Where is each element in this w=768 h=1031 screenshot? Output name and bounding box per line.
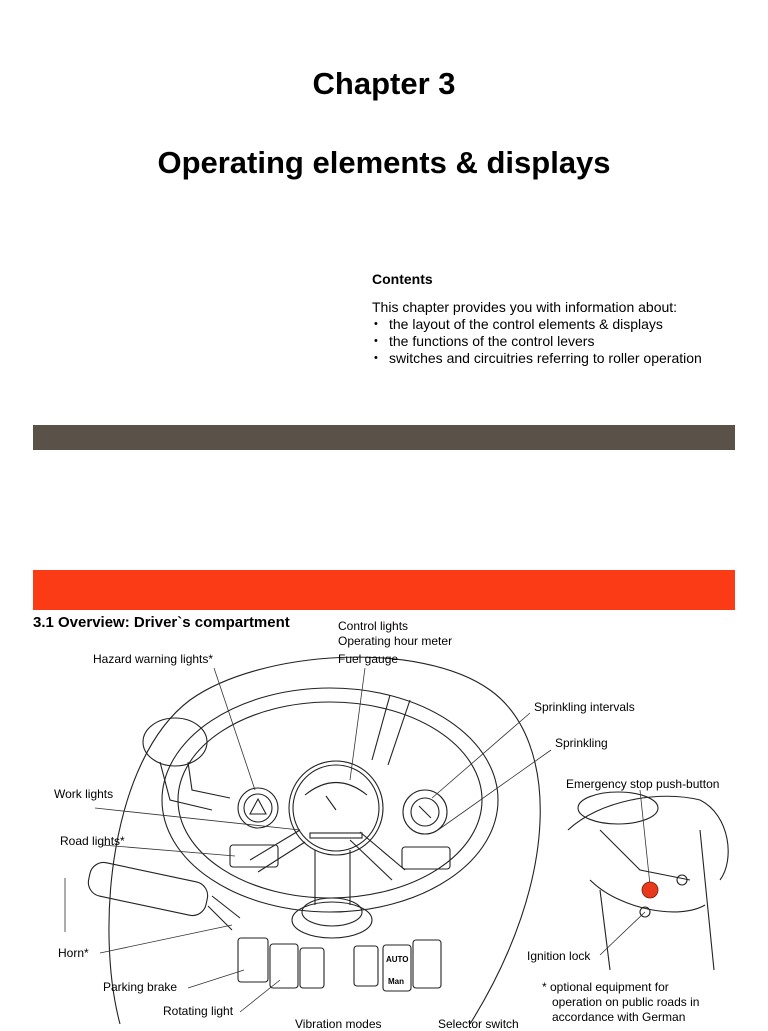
label-control-lights: Control lights (338, 619, 409, 633)
contents-list (372, 316, 702, 367)
emergency-stop-dot (642, 882, 658, 898)
contents-item: • the layout of the control elements & displays (372, 316, 702, 333)
label-selector-switch: Selector switch (438, 1017, 519, 1031)
label-rotating-light: Rotating light (163, 1004, 234, 1018)
footnote (542, 980, 699, 1025)
label-sprinkling-intervals: Sprinkling intervals (534, 700, 635, 714)
label-sprinkling: Sprinkling (555, 736, 608, 750)
label-road-lights: Road lights* (60, 834, 125, 848)
contents-intro: This chapter provides you with information about: (372, 299, 678, 315)
auto-switch-text: AUTO (386, 955, 409, 964)
label-emergency-stop: Emergency stop push-button (566, 777, 720, 791)
label-fuel-gauge: Fuel gauge (338, 652, 399, 666)
label-work-lights: Work lights (54, 787, 114, 801)
divider-band-dark (33, 425, 735, 450)
section-band-red (33, 570, 735, 610)
footnote-line: accordance with German (552, 1010, 686, 1024)
label-operating-hour-meter: Operating hour meter (338, 634, 453, 648)
contents-item: • the functions of the control levers (372, 333, 702, 350)
contents-heading: Contents (372, 271, 433, 287)
drivers-compartment-illustration (0, 610, 768, 1024)
label-horn: Horn* (58, 946, 89, 960)
label-vibration-modes: Vibration modes (295, 1017, 382, 1031)
man-switch-text: Man (388, 977, 404, 986)
chapter-title: Chapter 3 (312, 66, 456, 101)
contents-item: • switches and circuitries referring to roller operation (372, 350, 702, 367)
section-title: 3.1 Overview: Driver`s compartment (33, 614, 290, 631)
footnote-line: operation on public roads in (552, 995, 700, 1009)
label-ignition-lock: Ignition lock (527, 949, 591, 963)
label-hazard-warning-lights: Hazard warning lights* (93, 652, 214, 666)
footnote-line: * optional equipment for (542, 980, 669, 994)
chapter-subtitle: Operating elements & displays (157, 145, 611, 180)
label-parking-brake: Parking brake (103, 980, 178, 994)
